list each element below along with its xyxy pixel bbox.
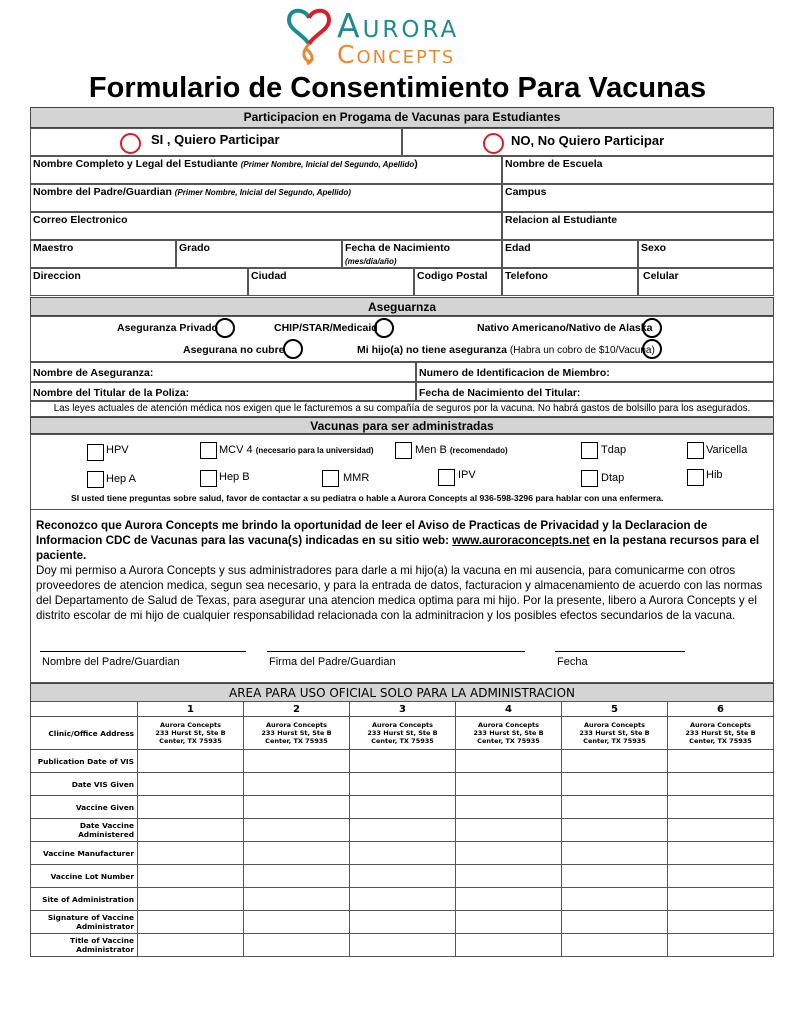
column-header: 6: [668, 702, 774, 717]
participate-yes-radio[interactable]: [120, 133, 141, 154]
date-signature-label: Fecha: [557, 656, 588, 668]
insurer-name-label: Nombre de Aseguranza:: [33, 367, 154, 379]
member-id-field[interactable]: [416, 362, 774, 382]
parent-name-label: Nombre del Padre/Guardian: [33, 186, 172, 198]
relation-label: Relacion al Estudiante: [505, 214, 618, 226]
admin-row: [31, 888, 774, 911]
mmr-checkbox[interactable]: [322, 470, 339, 487]
participation-header: Participacion en Progama de Vacunas para Estudiantes: [30, 107, 774, 128]
address-line: 233 Hurst St, Ste B: [473, 729, 544, 737]
chip-radio[interactable]: [374, 318, 394, 338]
address-line: 233 Hurst St, Ste B: [367, 729, 438, 737]
participate-yes-label: SI , Quiero Participar: [151, 132, 280, 147]
menb-note: (recomendado): [449, 446, 508, 455]
parent-name-signature-label: Nombre del Padre/Guardian: [42, 656, 180, 668]
vaccines-section: [30, 434, 774, 510]
insurer-name-field[interactable]: [30, 362, 416, 382]
admin-row: [31, 865, 774, 888]
member-id-label: Numero de Identificacion de Miembro:: [419, 367, 610, 379]
consent-permission: Doy mi permiso a Aurora Concepts y sus administradores para darle a mi hijo(a) la vacuna en mi ausencia, para comunicarme con otros proveedores de atencion medica, segun sea necesario, y para la entrada de datos, facturacion y almacenamiento de acuerdo con las normas del Departamento de Salud de Texas, para asegurar una atencion medica optima para mi hijo. Por la presente, libero a Aurora Concepts y el distrito escolar de mi hijo de cualquier responsabilidad relacionada con la adminitracion y los posibles efectos secundarios de la vacuna.: [36, 564, 763, 622]
clinic-address-cell: [244, 717, 350, 750]
hepb-checkbox[interactable]: [200, 470, 217, 487]
admin-row: [31, 773, 774, 796]
hepa-label: Hep A: [106, 473, 136, 485]
hepb-label: Hep B: [219, 471, 250, 483]
participate-no-radio[interactable]: [483, 133, 504, 154]
age-field[interactable]: [502, 240, 638, 268]
campus-field[interactable]: [502, 184, 774, 212]
teacher-label: Maestro: [33, 242, 74, 254]
no-insurance-radio[interactable]: [642, 339, 662, 359]
row-label: Title of Vaccine Administrator: [31, 934, 138, 957]
native-label: Nativo Americano/Nativo de Alaska: [477, 322, 653, 334]
logo-word-aurora: Aurora: [337, 6, 460, 45]
tdap-label: Tdap: [601, 444, 627, 456]
menb-checkbox[interactable]: [395, 442, 412, 459]
address-line: 233 Hurst St, Ste B: [579, 729, 650, 737]
zip-label: Codigo Postal: [417, 270, 488, 282]
clinic-address-cell: [138, 717, 244, 750]
parent-name-field[interactable]: [30, 184, 502, 212]
admin-row: [31, 819, 774, 842]
student-name-label: Nombre Completo y Legal del Estudiante: [33, 158, 238, 170]
admin-row: [31, 911, 774, 934]
parent-signature-line[interactable]: [267, 651, 525, 652]
dtap-checkbox[interactable]: [581, 470, 598, 487]
grade-label: Grado: [179, 242, 210, 254]
parent-name-hint: (Primer Nombre, Inicial del Segundo, Apellido): [174, 188, 351, 197]
consent-acknowledgement: [36, 518, 766, 563]
admin-row: [31, 842, 774, 865]
mcv4-checkbox[interactable]: [200, 442, 217, 459]
insurance-options: [30, 316, 774, 362]
participate-no-cell[interactable]: [402, 128, 774, 156]
cell-phone-field[interactable]: [638, 268, 774, 296]
private-insurance-radio[interactable]: [215, 318, 235, 338]
no-insurance-text: Mi hijo(a) no tiene aseguranza: [357, 344, 507, 356]
address-line: Center, TX 75935: [265, 737, 328, 745]
chip-label: CHIP/STAR/Medicaid: [274, 322, 378, 334]
address-line: Aurora Concepts: [584, 721, 645, 729]
email-label: Correo Electronico: [33, 214, 128, 226]
mcv4-text: MCV 4: [219, 444, 253, 456]
admin-table: [30, 701, 774, 957]
phone-label: Telefono: [505, 270, 548, 282]
native-radio[interactable]: [642, 318, 662, 338]
mmr-label: MMR: [343, 472, 370, 484]
no-insurance-label: [357, 344, 655, 357]
hpv-checkbox[interactable]: [87, 444, 104, 461]
age-label: Edad: [505, 242, 531, 254]
clinic-address-cell: [456, 717, 562, 750]
vaccines-contact-note: SI usted tiene preguntas sobre salud, favor de contactar a su pediatra o hable a Aurora Concepts al 936-598-3296 para hablar con una enfermera.: [71, 493, 664, 503]
hib-checkbox[interactable]: [687, 469, 704, 486]
column-header: 1: [138, 702, 244, 717]
row-label: Vaccine Manufacturer: [31, 842, 138, 865]
row-label: Date Vaccine Administered: [31, 819, 138, 842]
campus-label: Campus: [505, 186, 547, 198]
grade-field[interactable]: [176, 240, 342, 268]
acknowledgement-text-end: en la pestana recursos para el paciente.: [36, 534, 760, 562]
dob-field[interactable]: [342, 240, 502, 268]
participate-no-label: NO, No Quiero Participar: [511, 133, 665, 148]
acknowledgement-text: Reconozco que Aurora Concepts me brindo la oportunidad de leer el Aviso de Practicas de Privacidad y la Declaracion de Informacion CDC de Vacunas para las vacuna(s) indicadas en su sitio web:: [36, 519, 708, 547]
holder-name-label: Nombre del Titular de la Poliza:: [33, 387, 190, 399]
column-header: 5: [562, 702, 668, 717]
holder-dob-field[interactable]: [416, 382, 774, 401]
varicella-checkbox[interactable]: [687, 442, 704, 459]
clinic-address-row: [31, 717, 774, 750]
address-line: 233 Hurst St, Ste B: [155, 729, 226, 737]
website-link[interactable]: www.auroraconcepts.net: [452, 534, 590, 547]
mcv4-note: (necesario para la universidad): [255, 446, 374, 455]
not-covered-radio[interactable]: [283, 339, 303, 359]
logo-word-concepts: Concepts: [337, 40, 456, 69]
clinic-address-cell: [668, 717, 774, 750]
teacher-field[interactable]: [30, 240, 176, 268]
hepa-checkbox[interactable]: [87, 471, 104, 488]
hpv-label: HPV: [106, 444, 129, 456]
row-label: Site of Administration: [31, 888, 138, 911]
cell-phone-label: Celular: [643, 270, 679, 282]
ipv-checkbox[interactable]: [438, 469, 455, 486]
row-label: Vaccine Given: [31, 796, 138, 819]
student-name-field[interactable]: [30, 156, 502, 184]
ipv-label: IPV: [458, 469, 476, 481]
aurora-concepts-logo: [283, 4, 523, 68]
page-title: Formulario de Consentimiento Para Vacunas: [88, 72, 707, 104]
city-field[interactable]: [248, 268, 414, 296]
address-line: Aurora Concepts: [160, 721, 221, 729]
address-line: Center, TX 75935: [583, 737, 646, 745]
participate-yes-cell[interactable]: [30, 128, 402, 156]
address-line: Center, TX 75935: [159, 737, 222, 745]
menb-label: [415, 444, 508, 457]
dtap-label: Dtap: [601, 472, 625, 484]
relation-field[interactable]: [502, 212, 774, 240]
student-name-hint: (Primer Nombre, Inicial del Segundo, Apellido: [240, 160, 415, 169]
address-line: Center, TX 75935: [371, 737, 434, 745]
address-line: 233 Hurst St, Ste B: [685, 729, 756, 737]
no-insurance-note: (Habra un cobro de $10/Vacuna): [509, 345, 655, 356]
address-line: Center, TX 75935: [477, 737, 540, 745]
holder-name-field[interactable]: [30, 382, 416, 401]
dob-label: Fecha de Nacimiento: [345, 242, 451, 254]
school-field[interactable]: [502, 156, 774, 184]
mcv4-label: [219, 444, 374, 457]
email-field[interactable]: [30, 212, 502, 240]
parent-signature-label: Firma del Padre/Guardian: [269, 656, 396, 668]
column-header: 3: [350, 702, 456, 717]
dob-hint: (mes/dia/año): [345, 257, 397, 266]
private-insurance-label: Aseguranza Privado: [117, 322, 218, 334]
column-header: 2: [244, 702, 350, 717]
row-label: Vaccine Lot Number: [31, 865, 138, 888]
menb-text: Men B: [415, 444, 447, 456]
phone-field[interactable]: [502, 268, 638, 296]
address-line: Center, TX 75935: [689, 737, 752, 745]
address-label: Direccion: [33, 270, 81, 282]
date-signature-line[interactable]: [555, 651, 685, 652]
address-line: Aurora Concepts: [478, 721, 539, 729]
sex-label: Sexo: [641, 242, 667, 254]
student-name-close: ): [414, 158, 418, 170]
insurance-notice: Las leyes actuales de atención médica nos exigen que le facturemos a su compañía de seguros por la vacuna. No habrá gastos de bolsillo para los asegurados.: [30, 401, 774, 417]
address-field[interactable]: [30, 268, 248, 296]
row-label: Publication Date of VIS: [31, 750, 138, 773]
insurance-header: Aseguarnza: [30, 297, 774, 316]
not-covered-label: Asegurana no cubre: [183, 344, 285, 356]
address-line: Aurora Concepts: [372, 721, 433, 729]
clinic-address-label: Clinic/Office Address: [31, 717, 138, 750]
row-label: Date VIS Given: [31, 773, 138, 796]
admin-column-header-row: [31, 702, 774, 717]
heart-ribbon-icon: [283, 4, 335, 66]
row-label: Signature of Vaccine Administrator: [31, 911, 138, 934]
hib-label: Hib: [706, 469, 723, 481]
clinic-address-cell: [350, 717, 456, 750]
address-line: 233 Hurst St, Ste B: [261, 729, 332, 737]
sex-field[interactable]: [638, 240, 774, 268]
address-line: Aurora Concepts: [266, 721, 327, 729]
school-label: Nombre de Escuela: [505, 158, 603, 170]
holder-dob-label: Fecha de Nacimiento del Titular:: [419, 387, 581, 399]
admin-row: [31, 750, 774, 773]
address-line: Aurora Concepts: [690, 721, 751, 729]
column-header: 4: [456, 702, 562, 717]
vaccines-header: Vacunas para ser administradas: [30, 417, 774, 434]
clinic-address-cell: [562, 717, 668, 750]
admin-row: [31, 796, 774, 819]
parent-name-signature-line[interactable]: [40, 651, 246, 652]
varicella-label: Varicella: [706, 444, 748, 456]
city-label: Ciudad: [251, 270, 287, 282]
admin-header: AREA PARA USO OFICIAL SOLO PARA LA ADMINISTRACION: [30, 683, 774, 702]
zip-field[interactable]: [414, 268, 502, 296]
tdap-checkbox[interactable]: [581, 442, 598, 459]
admin-row: [31, 934, 774, 957]
